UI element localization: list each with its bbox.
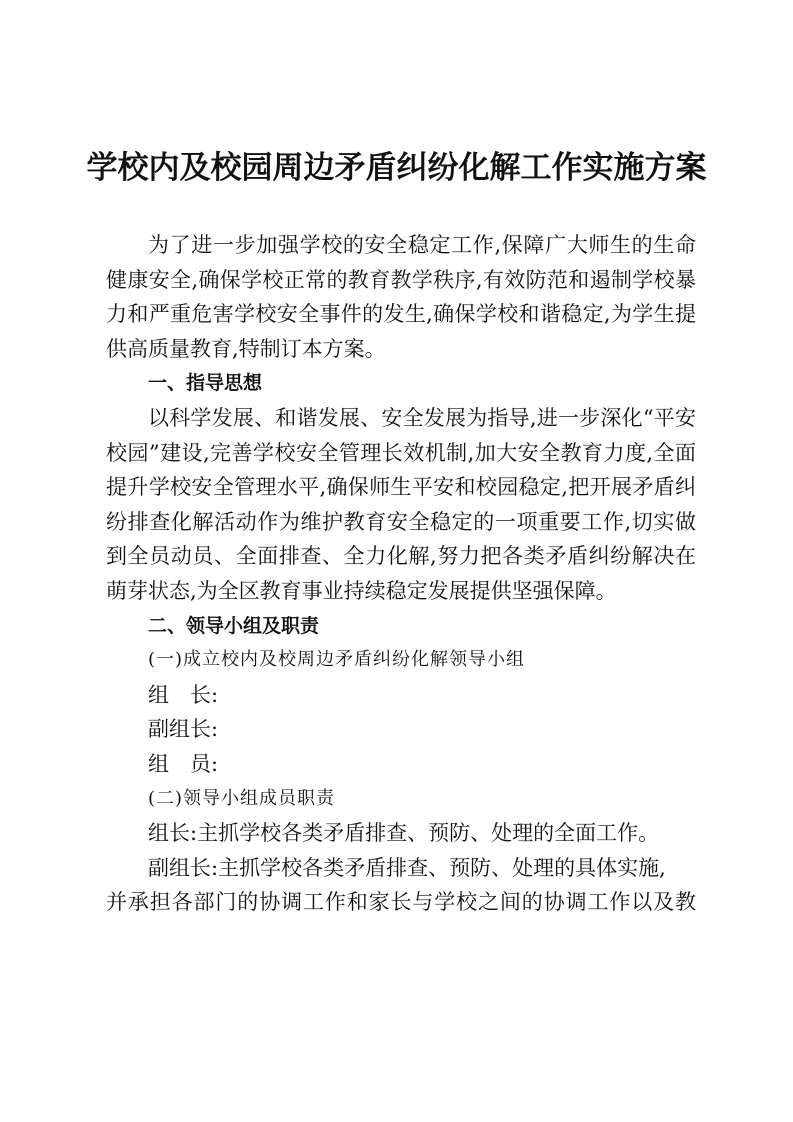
- section2-heading: 二、领导小组及职责: [148, 614, 320, 637]
- leader-duty: 组长:主抓学校各类矛盾排查、预防、处理的全面工作。: [148, 821, 660, 846]
- section1-paragraph: 以科学发展、和谐发展、安全发展为指导,进一步深化“平安校园”建设,完善学校安全管理长效机制,加大安全教育力度,全面提升学校安全管理水平,确保师生平安和校园稳定,把开展矛盾纠纷排查化解活动作为维护教育安全稳定的一项重要工作,切实做到全员动员、全面排查、全力化解,努力把各类矛盾纠纷解决在萌芽状态,为全区教育事业持续稳定发展提供坚强保障。: [106, 405, 696, 603]
- document-body: [106, 228, 696, 920]
- leader-label: 组 长:: [148, 682, 219, 707]
- deputy-duty-line1: 副组长:主抓学校各类矛盾排查、预防、处理的具体实施,: [148, 855, 666, 880]
- subsection1-heading: (一)成立校内及校周边矛盾纠纷化解领导小组: [148, 649, 526, 671]
- member-label: 组 员:: [148, 751, 219, 776]
- deputy-leader-label: 副组长:: [148, 717, 219, 742]
- subsection2-heading: (二)领导小组成员职责: [148, 787, 336, 809]
- document-title: 学校内及校园周边矛盾纠纷化解工作实施方案: [86, 150, 707, 186]
- deputy-duty-line2: 并承担各部门的协调工作和家长与学校之间的协调工作以及教: [106, 890, 696, 915]
- section1-heading: 一、指导思想: [148, 372, 263, 395]
- intro-paragraph: 为了进一步加强学校的安全稳定工作,保障广大师生的生命健康安全,确保学校正常的教育教学秩序,有效防范和遏制学校暴力和严重危害学校安全事件的发生,确保学校和谐稳定,为学生提供高质量教育,特制订本方案。: [106, 233, 696, 361]
